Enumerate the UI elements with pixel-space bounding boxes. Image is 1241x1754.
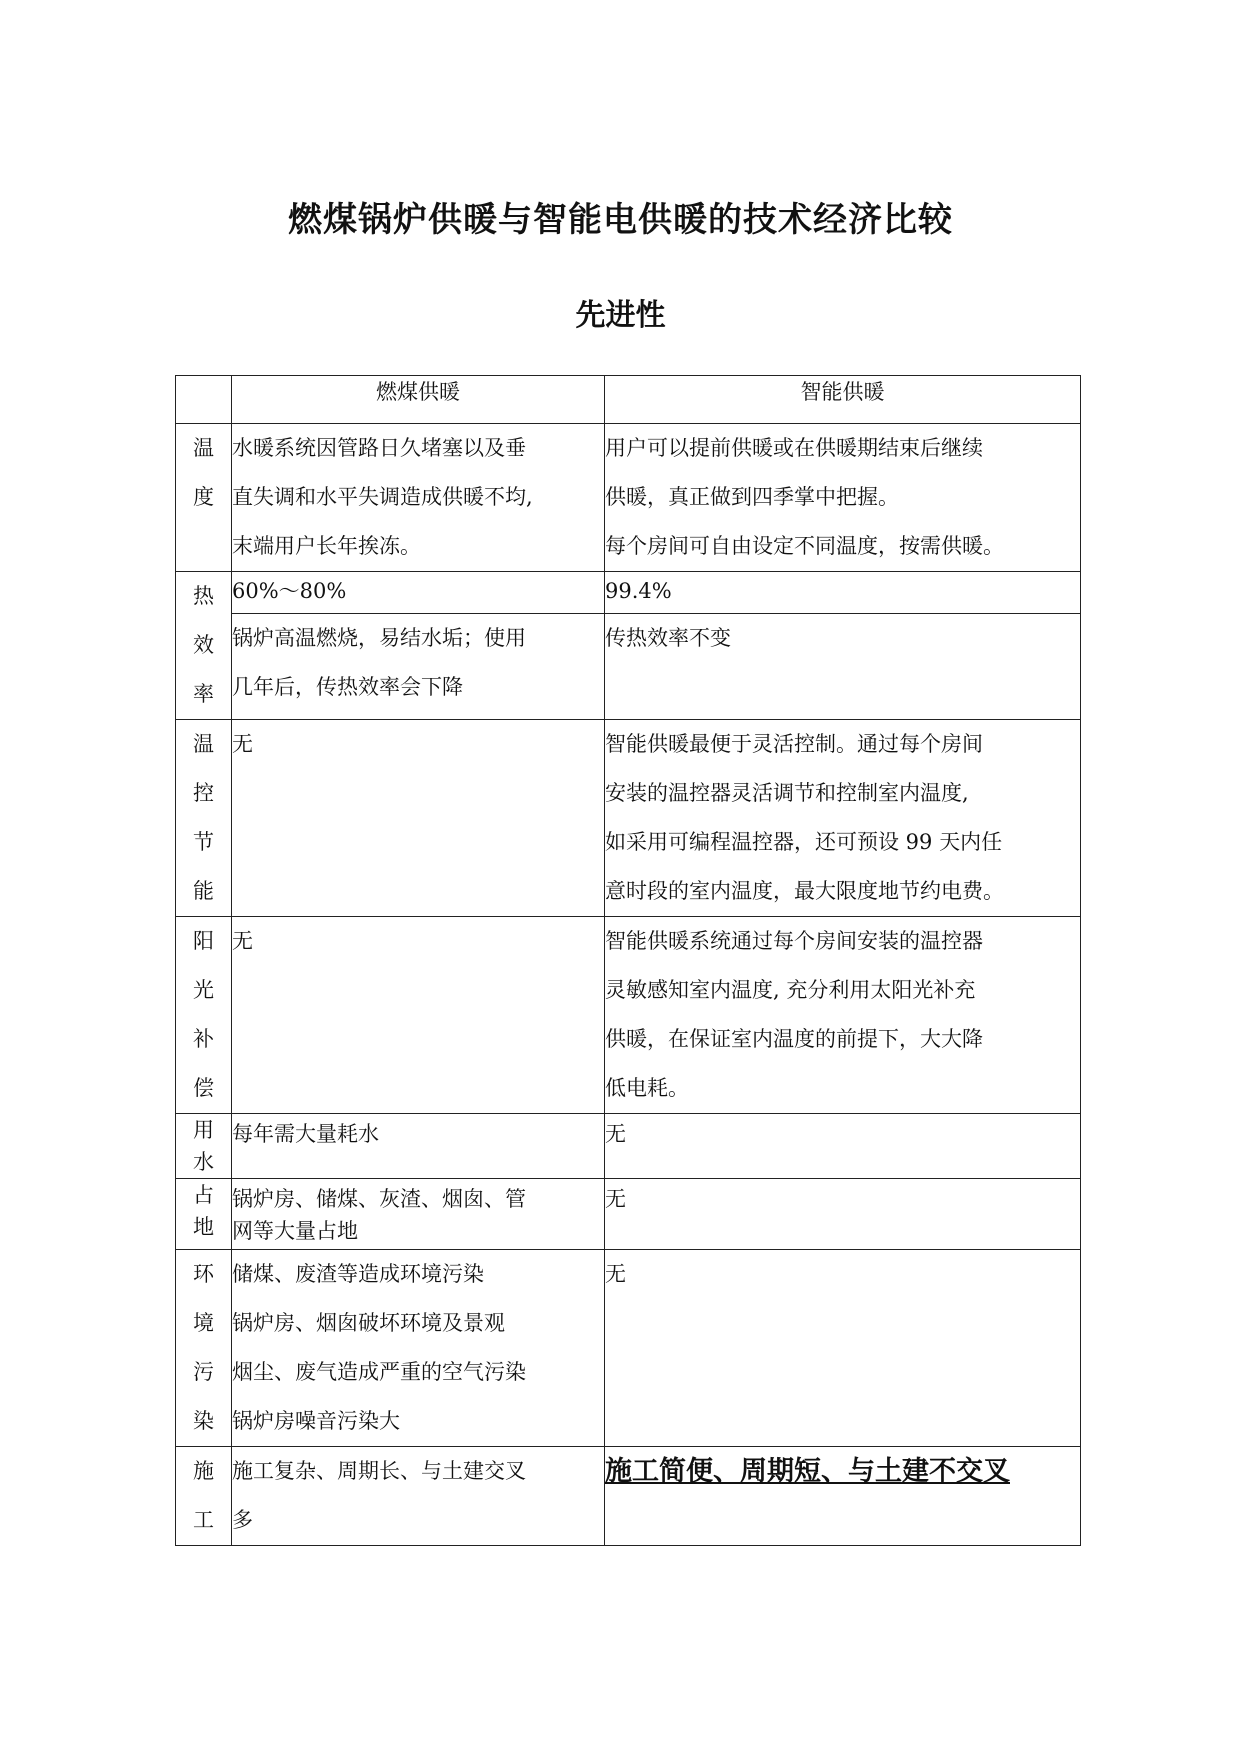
- row-label-land-use: 占 地: [176, 1179, 232, 1250]
- header-coal-heating: 燃煤供暖: [232, 376, 605, 424]
- table-row-thermal-efficiency-note: [176, 613, 1081, 719]
- row-label-thermostat-saving: 温 控 节 能: [176, 720, 232, 917]
- smart-cell-land-use: 无: [605, 1179, 1081, 1250]
- smart-cell-construction: [605, 1447, 1081, 1546]
- row-label-water-use: 用 水: [176, 1114, 232, 1179]
- smart-cell-thermostat-saving: 智能供暖最便于灵活控制。通过每个房间 安装的温控器灵活调节和控制室内温度, 如采用可编程温控器，还可预设 99 天内任 意时段的室内温度，最大限度地节约电费。: [605, 720, 1081, 917]
- row-label-pollution: 环 境 污 染: [176, 1250, 232, 1447]
- coal-cell-land-use: 锅炉房、储煤、灰渣、烟囱、管 网等大量占地: [232, 1179, 605, 1250]
- table-row-land-use: [176, 1179, 1081, 1250]
- comparison-table: [175, 375, 1081, 1546]
- table-row-thermal-efficiency-value: [176, 572, 1081, 614]
- coal-cell-thermostat-saving: 无: [232, 720, 605, 917]
- smart-cell-solar-compensation: 智能供暖系统通过每个房间安装的温控器 灵敏感知室内温度, 充分利用太阳光补充 供暖，在保证室内温度的前提下，大大降 低电耗。: [605, 917, 1081, 1114]
- smart-cell-efficiency-value: 99.4%: [605, 572, 1081, 614]
- section-subtitle: 先进性: [575, 298, 666, 333]
- coal-cell-efficiency-note: 锅炉高温燃烧，易结水垢；使用 几年后，传热效率会下降: [232, 613, 605, 719]
- table-header-row: [176, 376, 1081, 424]
- coal-cell-temperature: 水暖系统因管路日久堵塞以及垂 直失调和水平失调造成供暖不均, 末端用户长年挨冻。: [232, 424, 605, 572]
- table-row-construction: [176, 1447, 1081, 1546]
- row-label-solar-compensation: 阳 光 补 偿: [176, 917, 232, 1114]
- smart-cell-pollution: 无: [605, 1250, 1081, 1447]
- table-row-solar-compensation: [176, 917, 1081, 1114]
- smart-cell-efficiency-note: 传热效率不变: [605, 613, 1081, 719]
- table-row-temperature: [176, 424, 1081, 572]
- smart-cell-water-use: 无: [605, 1114, 1081, 1179]
- coal-cell-water-use: 每年需大量耗水: [232, 1114, 605, 1179]
- coal-cell-construction: 施工复杂、周期长、与土建交叉 多: [232, 1447, 605, 1546]
- row-label-temperature: 温 度: [176, 424, 232, 572]
- coal-cell-pollution: 储煤、废渣等造成环境污染 锅炉房、烟囱破坏环境及景观 烟尘、废气造成严重的空气污染 锅炉房噪音污染大: [232, 1250, 605, 1447]
- coal-cell-efficiency-value: 60%～80%: [232, 572, 605, 614]
- row-label-thermal-efficiency: 热 效 率: [176, 572, 232, 720]
- table-row-thermostat-saving: [176, 720, 1081, 917]
- smart-cell-temperature: 用户可以提前供暖或在供暖期结束后继续 供暖，真正做到四季掌中把握。 每个房间可自由设定不同温度，按需供暖。: [605, 424, 1081, 572]
- row-label-construction: 施 工: [176, 1447, 232, 1546]
- document-title: 燃煤锅炉供暖与智能电供暖的技术经济比较: [288, 200, 953, 240]
- header-smart-heating: 智能供暖: [605, 376, 1081, 424]
- construction-emphasis-text: 施工简便、周期短、与土建不交叉: [605, 1456, 1010, 1487]
- coal-cell-solar-compensation: 无: [232, 917, 605, 1114]
- table-row-water-use: [176, 1114, 1081, 1179]
- table-row-pollution: [176, 1250, 1081, 1447]
- header-corner-cell: [176, 376, 232, 424]
